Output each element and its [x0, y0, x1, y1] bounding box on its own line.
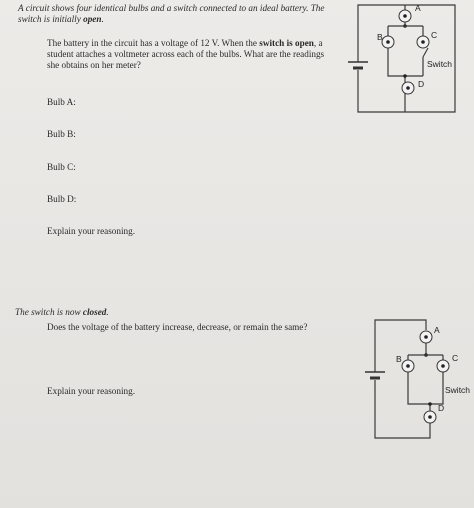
bulb-d-filament-2	[428, 415, 432, 419]
label-switch-1: Switch	[427, 59, 453, 69]
question1-line-1-a: The battery in the circuit has a voltage of 12 V. When the	[47, 38, 260, 48]
bulb-d-prompt: Bulb D:	[47, 194, 77, 204]
bulb-a-filament-2	[424, 335, 428, 339]
bulb-c-prompt: Bulb C:	[47, 162, 76, 172]
bulb-b-prompt: Bulb B:	[47, 129, 76, 139]
label-a-1: A	[415, 3, 421, 13]
bulb-c-filament-2	[441, 364, 445, 368]
label-switch-2: Switch	[445, 385, 471, 395]
part2-heading-prefix: The switch is now	[15, 307, 83, 317]
question1-switch-open: switch is open	[259, 38, 314, 48]
explain-reasoning-1: Explain your reasoning.	[47, 226, 136, 236]
label-d-2: D	[438, 403, 445, 413]
junction-bottom-2	[428, 402, 432, 406]
question1-line-2: student attaches a voltmeter across each of the bulbs. What are the readings	[47, 49, 325, 59]
label-c-1: C	[431, 30, 438, 40]
outer-wire-top-2	[375, 320, 426, 372]
bulb-b-filament-2	[406, 364, 410, 368]
label-d-1: D	[418, 79, 425, 89]
intro-line-1: A circuit shows four identical bulbs and a switch connected to an ideal battery. The	[18, 3, 325, 13]
bulb-a-prompt: Bulb A:	[47, 97, 76, 107]
explain-reasoning-2: Explain your reasoning.	[47, 386, 136, 396]
part2-heading-suffix: .	[106, 307, 109, 317]
label-c-2: C	[452, 353, 459, 363]
intro-open-emphasis: open	[83, 14, 102, 24]
question1-line-1-c: , a	[313, 38, 323, 48]
outer-wire-bottom-2	[375, 380, 430, 438]
label-b-1: B	[377, 32, 383, 42]
intro-line-2-suffix: .	[101, 14, 104, 24]
intro-line-2-prefix: switch is initially	[18, 14, 84, 24]
part2-question: Does the voltage of the battery increase, decrease, or remain the same?	[47, 322, 308, 332]
question1-line-3: she obtains on her meter?	[47, 60, 141, 70]
label-a-2: A	[434, 325, 440, 335]
part2-closed-emphasis: closed	[82, 307, 107, 317]
label-b-2: B	[396, 354, 402, 364]
